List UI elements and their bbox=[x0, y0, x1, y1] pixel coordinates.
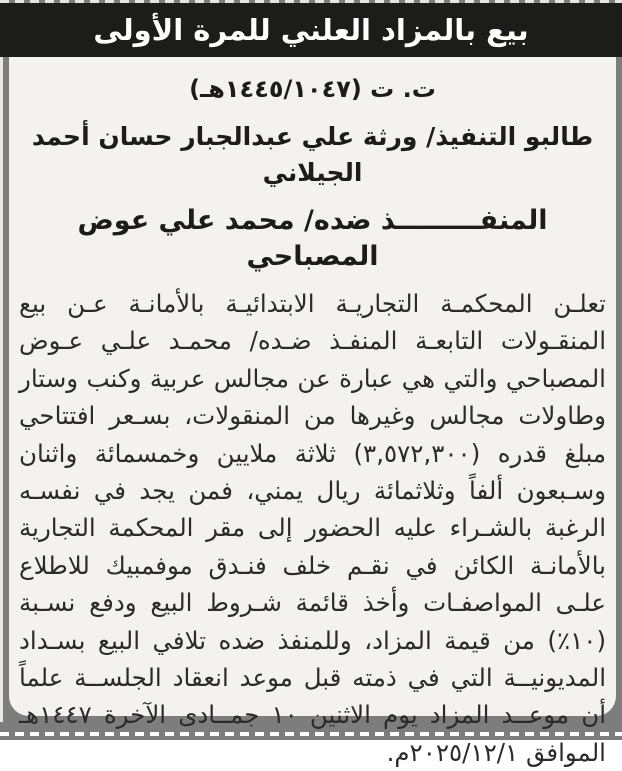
body-text-line: المديونيــة التي في ذمته قبل موعد انعقاد الجلســة علماً bbox=[19, 663, 606, 693]
body-text-line: وطاولات مجالس وغيرها من المنقولات، بسـعر افتتاحي bbox=[19, 401, 606, 431]
respondent-line: المنفـــــــــذ ضده/ محمد علي عوض المصباحي bbox=[77, 205, 548, 272]
notice-title-bar bbox=[0, 3, 622, 57]
body-text-line: الرغبة بالشـراء عليه الحضور إلى مقر المحكمة التجارية bbox=[19, 513, 606, 543]
body-text-line: (١٠٪) من قيمة المزاد، وللمنفذ ضده تلافي البيع بسـداد bbox=[19, 625, 606, 655]
body-text-line: وسـبعون ألفاً وثلاثمائة ريال يمني، فمن يجد في نفسـه bbox=[19, 476, 606, 506]
page-edge bbox=[0, 57, 3, 722]
body-text-line: المنقـولات التابعـة المنفـذ ضـده/ محمـد علـي عـوض bbox=[19, 326, 606, 356]
body-text-line: علـى المواصفـات وأخذ قائمة شـروط البيع ودفع نسـبة bbox=[19, 588, 606, 618]
body-text-line: بالأمانـة الكائن في نقـم خلف فنـدق موفمبيك للاطلاع bbox=[19, 550, 606, 580]
body-text-line: أن موعــد المزاد يوم الاثنين ١٠ جمــادى الآخرة ١٤٤٧هـ bbox=[19, 700, 607, 730]
body-text-line: تعلـن المحكمـة التجاريـة الابتدائيـة بالأمانـة عـن بيع bbox=[19, 289, 606, 318]
body-text-line: الموافق ٢٠٢٥/١٢/١م. bbox=[386, 737, 606, 767]
notice-title: بيع بالمزاد العلني للمرة الأولى bbox=[93, 13, 529, 47]
body-text-line: المصباحي والتي هي عبارة عن مجالس عربية وكنب وستار bbox=[19, 363, 606, 393]
notice-frame bbox=[3, 57, 622, 767]
petitioner-line: طالبو التنفيذ/ ورثة علي عبدالجبار حسان أحمد الجيلاني bbox=[31, 122, 594, 187]
bottom-dashed-edge bbox=[0, 732, 622, 736]
notice-body-text bbox=[19, 285, 606, 771]
case-reference: ت. ت (١٤٤٥/١٠٤٧هـ) bbox=[189, 75, 436, 103]
body-text-line: مبلغ قدره (٣,٥٧٢,٣٠٠) ثلاثة ملايين وخمسمائة واثنان bbox=[19, 438, 606, 468]
